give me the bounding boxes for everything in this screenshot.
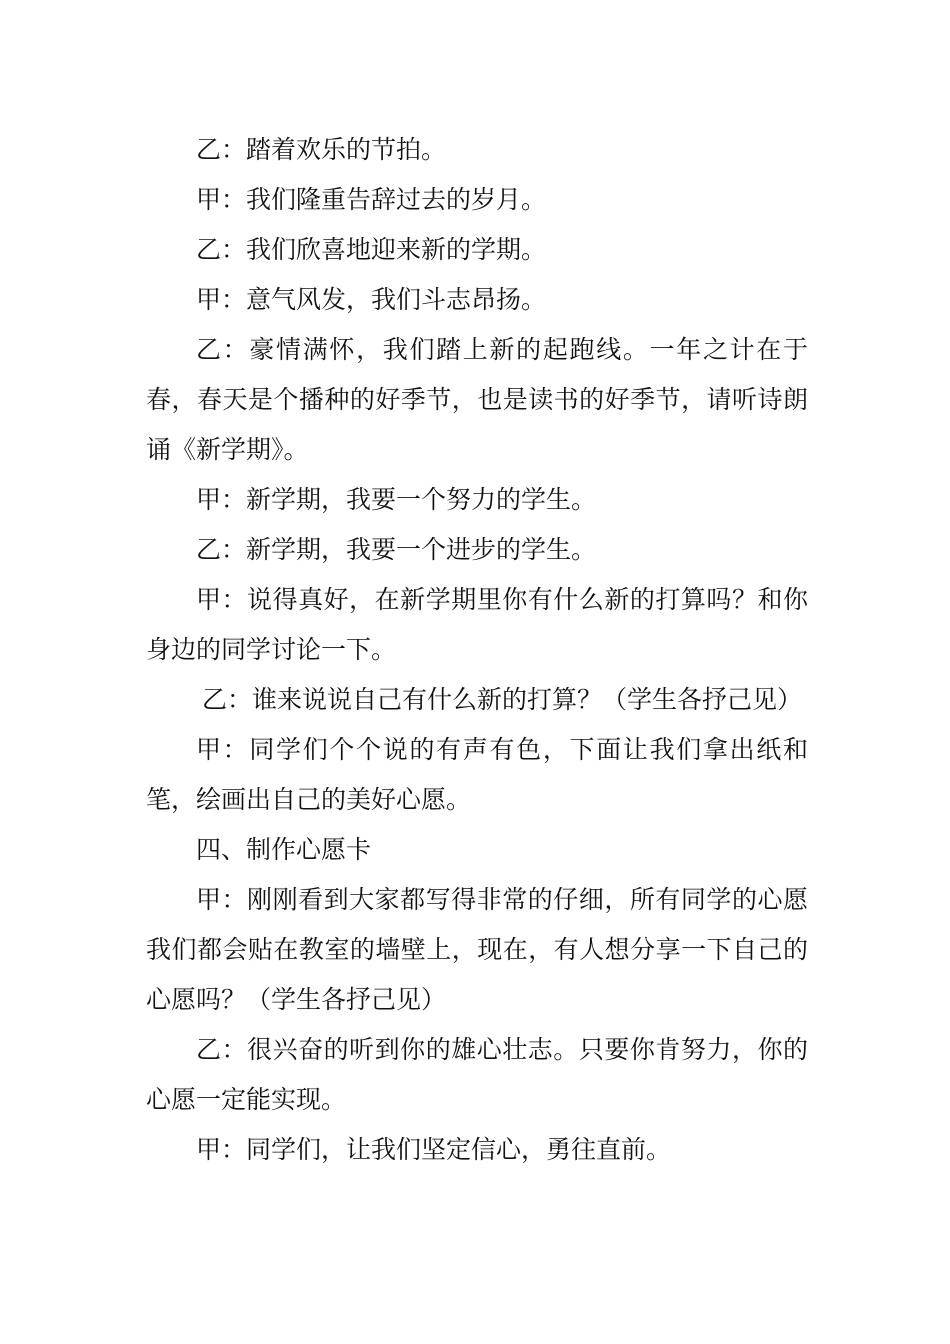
paragraph-7: 乙：新学期，我要一个进步的学生。 xyxy=(196,535,597,564)
paragraph-5: 乙：豪情满怀，我们踏上新的起跑线。一年之计在于春，春天是个播种的好季节，也是读书的好季节，请听诗朗诵《新学期》。 xyxy=(146,335,808,464)
paragraph-4: 甲：意气风发，我们斗志昂扬。 xyxy=(196,285,547,314)
paragraph-11: 甲：刚刚看到大家都写得非常的仔细，所有同学的心愿我们都会贴在教室的墙壁上，现在，有人想分享一下自己的心愿吗？（学生各抒己见） xyxy=(146,885,808,1014)
section-heading: 四、制作心愿卡 xyxy=(196,835,372,864)
paragraph-8: 甲：说得真好，在新学期里你有什么新的打算吗？和你身边的同学讨论一下。 xyxy=(146,585,808,664)
paragraph-13: 甲：同学们，让我们坚定信心，勇往直前。 xyxy=(196,1135,672,1164)
paragraph-12: 乙：很兴奋的听到你的雄心壮志。只要你肯努力，你的心愿一定能实现。 xyxy=(146,1035,808,1114)
paragraph-3: 乙：我们欣喜地迎来新的学期。 xyxy=(196,235,547,264)
paragraph-9: 乙：谁来说说自己有什么新的打算？（学生各抒己见） xyxy=(202,685,803,714)
paragraph-2: 甲：我们隆重告辞过去的岁月。 xyxy=(196,185,547,214)
paragraph-10: 甲：同学们个个说的有声有色，下面让我们拿出纸和笔，绘画出自己的美好心愿。 xyxy=(146,735,808,814)
document-body xyxy=(146,125,808,1175)
paragraph-1: 乙：踏着欢乐的节拍。 xyxy=(196,135,447,164)
paragraph-6: 甲：新学期，我要一个努力的学生。 xyxy=(196,485,597,514)
